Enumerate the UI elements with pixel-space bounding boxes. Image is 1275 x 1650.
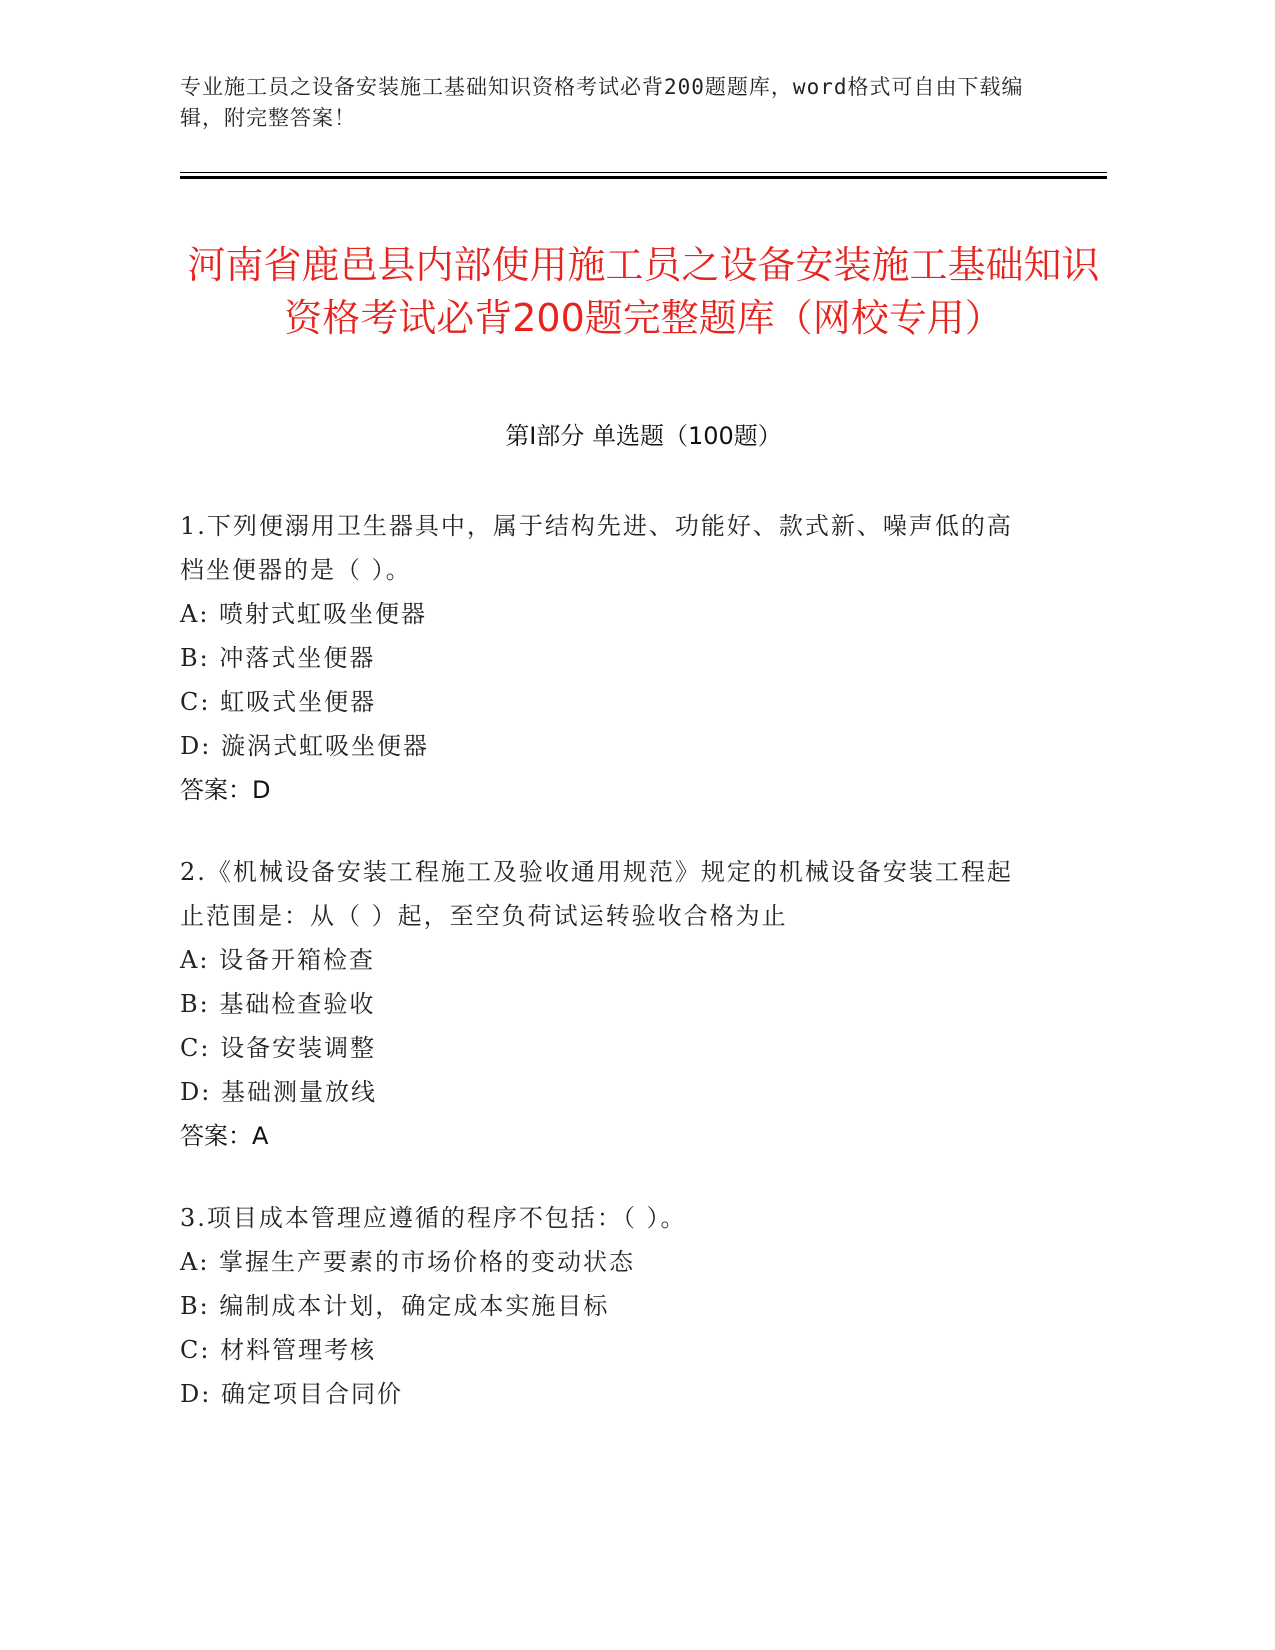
option-a: A: 喷射式虹吸坐便器 <box>180 600 428 628</box>
option-a: A: 掌握生产要素的市场价格的变动状态 <box>180 1248 636 1276</box>
option-d: D: 基础测量放线 <box>180 1078 377 1106</box>
option-b: B: 冲落式坐便器 <box>180 644 376 672</box>
option-b: B: 编制成本计划，确定成本实施目标 <box>180 1292 610 1320</box>
header-note: 专业施工员之设备安装施工基础知识资格考试必背200题题库，word格式可自由下载编辑，附完整答案！ <box>180 75 1024 130</box>
option-a: A: 设备开箱检查 <box>180 946 376 974</box>
option-b: B: 基础检查验收 <box>180 990 376 1018</box>
option-d: D: 确定项目合同价 <box>180 1380 403 1408</box>
header-divider-thin <box>180 172 1107 173</box>
header-divider-thick <box>180 176 1107 179</box>
question-2 <box>180 850 1030 1158</box>
question-1 <box>180 504 1030 812</box>
question-stem: 1.下列便溺用卫生器具中，属于结构先进、功能好、款式新、噪声低的高档坐便器的是（ ）。 <box>180 512 1013 584</box>
section-heading: 第I部分 单选题（100题） <box>505 422 782 450</box>
option-d: D: 漩涡式虹吸坐便器 <box>180 732 429 760</box>
option-c: C: 虹吸式坐便器 <box>180 688 377 716</box>
answer-line: 答案：A <box>180 1122 269 1150</box>
question-list <box>180 504 1030 1454</box>
answer-line: 答案：D <box>180 776 271 804</box>
question-3 <box>180 1196 1030 1416</box>
document-title: 河南省鹿邑县内部使用施工员之设备安装施工基础知识资格考试必背200题完整题库（网校专用） <box>187 243 1100 341</box>
option-c: C: 材料管理考核 <box>180 1336 377 1364</box>
question-stem: 3.项目成本管理应遵循的程序不包括：（ ）。 <box>180 1204 687 1232</box>
question-stem: 2.《机械设备安装工程施工及验收通用规范》规定的机械设备安装工程起止范围是：从（ ）起，至空负荷试运转验收合格为止 <box>180 858 1013 930</box>
option-c: C: 设备安装调整 <box>180 1034 377 1062</box>
